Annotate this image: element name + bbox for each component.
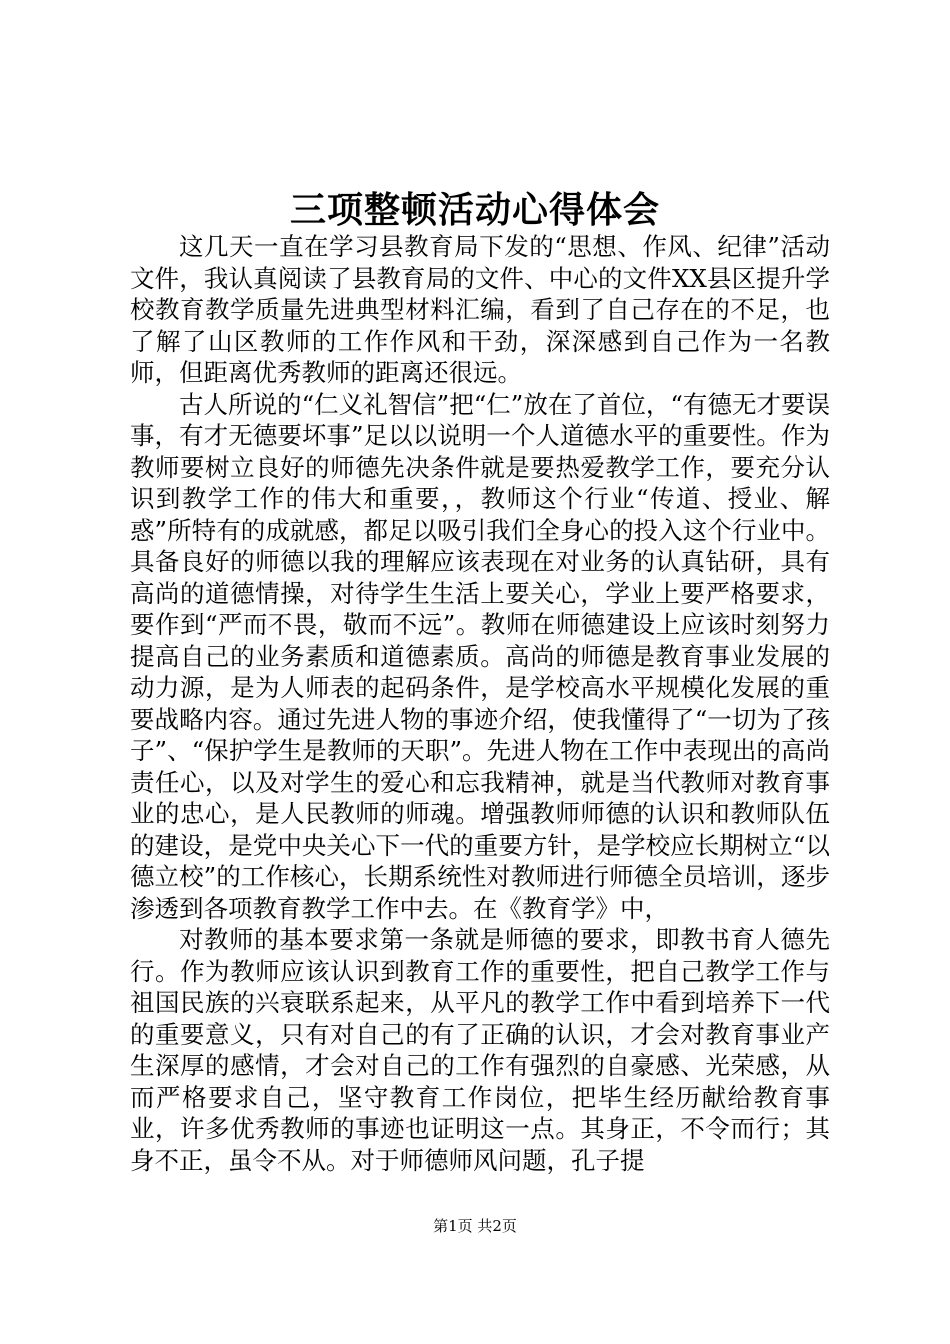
paragraph-2: 古人所说的“仁义礼智信”把“仁”放在了首位，“有德无才要误事，有才无德要坏事”足以以说明一个人道德水平的重要性。作为教师要树立良好的师德先决条件就是要热爱教学工作，要充分认识到教学工作的伟大和重要，，教师这个行业“传道、授业、解惑”所特有的成就感，都足以吸引我们全身心的投入这个行业中。具备良好的师德以我的理解应该表现在对业务的认真钻研，具有高尚的道德情操，对待学生生活上要关心，学业上要严格要求，要作到“严而不畏，敬而不远”。教师在师德建设上应该时刻努力提高自己的业务素质和道德素质。高尚的师德是教育事业发展的动力源，是为人师表的起码条件，是学校高水平规模化发展的重要战略内容。通过先进人物的事迹介绍，使我懂得了“一切为了孩子”、“保护学生是教师的天职”。先进人物在工作中表现出的高尚责任心，以及对学生的爱心和忘我精神，就是当代教师对教育事业的忠心，是人民教师的师魂。增强教师师德的认识和教师队伍的建设，是党中央关心下一代的重要方针，是学校应长期树立“以德立校”的工作核心，长期系统性对教师进行师德全员培训，逐步渗透到各项教育教学工作中去。在《教育学》中， [130,389,830,923]
document-body [130,231,830,1176]
document-title: 三项整顿活动心得体会 [289,189,660,231]
paragraph-1: 这几天一直在学习县教育局下发的“思想、作风、纪律”活动文件，我认真阅读了县教育局的文件、中心的文件XX县区提升学校教育教学质量先进典型材料汇编，看到了自己存在的不足，也了解了山区教师的工作作风和干劲，深深感到自己作为一名教师，但距离优秀教师的距离还很远。 [130,232,830,387]
paragraph-3: 对教师的基本要求第一条就是师德的要求，即教书育人德先行。作为教师应该认识到教育工作的重要性，把自己教学工作与祖国民族的兴衰联系起来，从平凡的教学工作中看到培养下一代的重要意义，只有对自己的有了正确的认识，才会对教育事业产生深厚的感情，才会对自己的工作有强烈的自豪感、光荣感，从而严格要求自己，坚守教育工作岗位，把毕生经历献给教育事业，许多优秀教师的事迹也证明这一点。其身正，不令而行；其身不正，虽令不从。对于师德师风问题，孔子提 [130,925,830,1175]
page-number-footer: 第1页 共2页 [433,1217,517,1235]
